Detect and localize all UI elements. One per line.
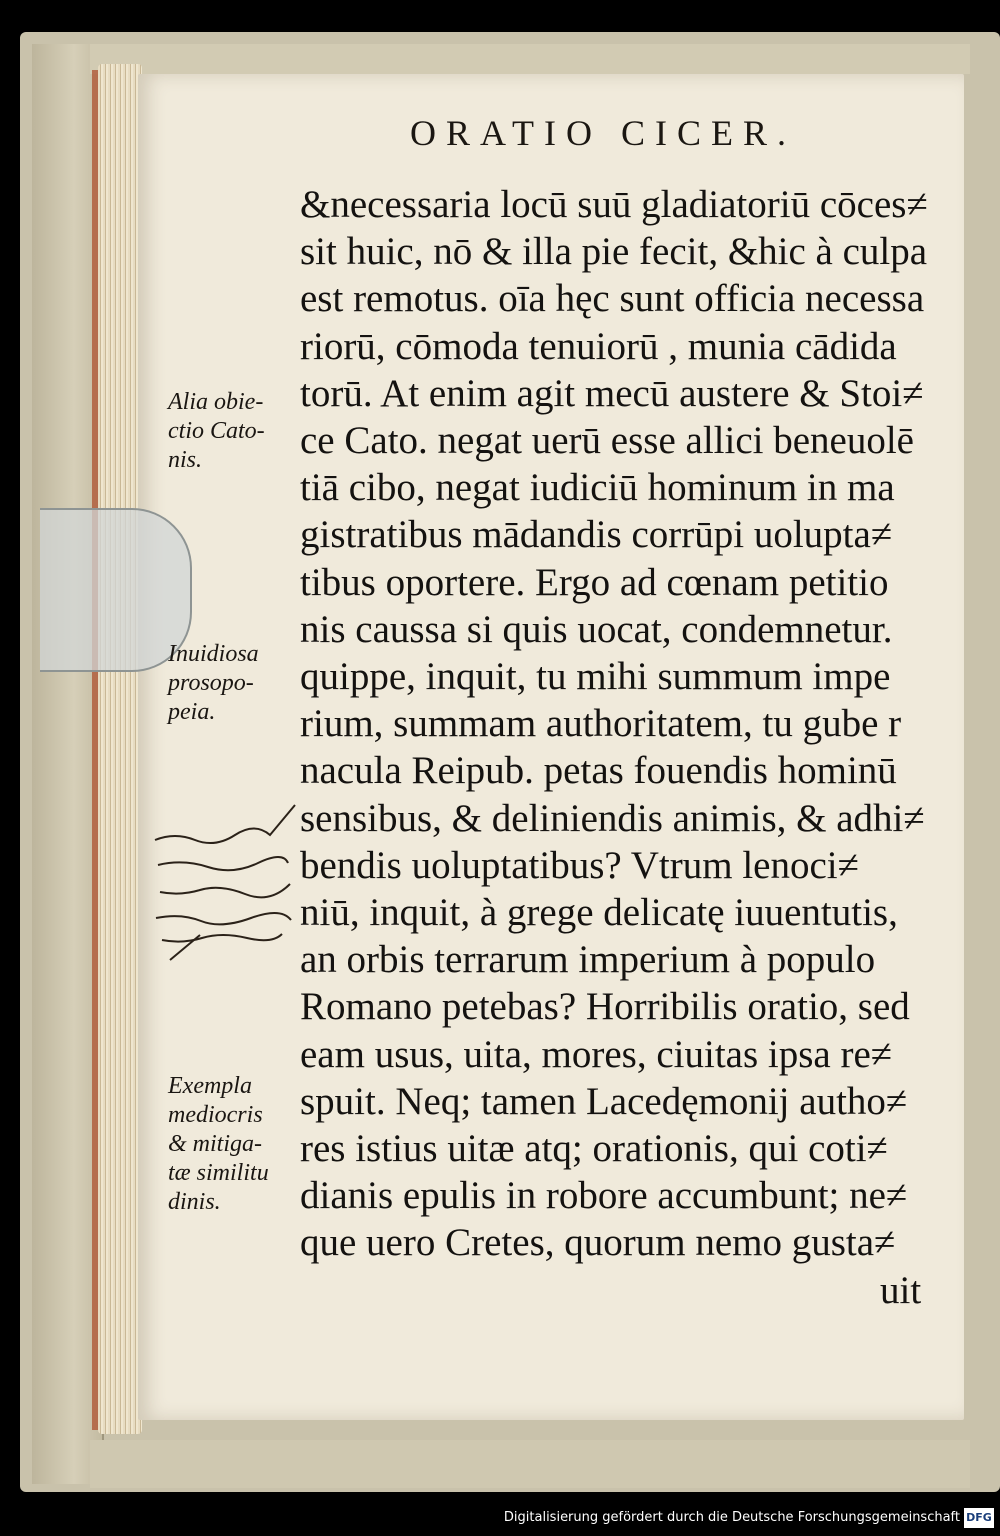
text-line: eam usus, uita, mores, ciuitas ipsa re≠ xyxy=(300,1032,893,1076)
text-line: spuit. Neq; tamen Lacedęmonij autho≠ xyxy=(300,1079,908,1123)
text-line: dianis epulis in robore accumbunt; ne≠ xyxy=(300,1174,908,1218)
text-line: &necessaria locū suū gladiatoriū cōces≠ xyxy=(300,183,928,226)
text-line: ce Cato. negat uerū esse allici beneuolē xyxy=(300,419,914,462)
text-line: tiā cibo, negat iudiciū hominum in ma xyxy=(300,466,895,510)
text-line: an orbis terrarum imperium à populo xyxy=(300,938,876,982)
footer-credit: Digitalisierung gefördert durch die Deutsche Forschungsgemeinschaft xyxy=(503,1510,960,1525)
text-line: rium, summam authoritatem, tu gube r xyxy=(300,702,902,746)
text-line: nacula Reipub. petas fouendis hominū xyxy=(300,749,897,793)
text-line: niū, inquit, à grege delicatę iuuentutis, xyxy=(300,891,898,934)
text-line: riorū, cōmoda tenuiorū , munia cādida xyxy=(300,324,897,368)
dfg-logo: DFG xyxy=(964,1508,994,1528)
margin-note: Inuidiosa prosopo- peia. xyxy=(168,641,259,725)
text-line: est remotus. oīa hęc sunt officia necessa xyxy=(300,277,925,321)
text-line: quippe, inquit, tu mihi summum impe xyxy=(300,655,891,698)
footer-bar xyxy=(0,1502,1000,1536)
text-line: res istius uitæ atq; orationis, qui coti≠ xyxy=(300,1127,888,1170)
margin-note: Alia obie- ctio Cato- nis. xyxy=(168,389,265,473)
text-line: que uero Cretes, quorum nemo gusta≠ xyxy=(300,1221,896,1265)
margin-note: Exempla mediocris & mitiga- tæ similitu dinis. xyxy=(168,1073,269,1215)
running-header: ORATIO CICER. xyxy=(410,113,797,153)
text-line: tibus oportere. Ergo ad cœnam petitio xyxy=(300,560,889,604)
handwritten-scribble xyxy=(150,800,300,970)
page-edges xyxy=(98,64,142,1434)
text-line: Romano petebas? Horribilis oratio, sed xyxy=(300,985,910,1029)
text-line: bendis uoluptatibus? Vtrum lenoci≠ xyxy=(300,843,860,887)
cover-flap-bottom xyxy=(90,1440,970,1488)
text-line: gistratibus mādandis corrūpi uolupta≠ xyxy=(300,513,893,557)
text-line: sensibus, & deliniendis animis, & adhi≠ xyxy=(300,796,925,840)
text-line: uit xyxy=(880,1268,922,1312)
text-line: sit huic, nō & illa pie fecit, &hic à culpa xyxy=(300,230,928,274)
text-line: torū. At enim agit mecū austere & Stoi≠ xyxy=(300,371,924,415)
text-line: nis caussa si quis uocat, condemnetur. xyxy=(300,607,893,651)
cover-flap-top xyxy=(90,44,970,74)
